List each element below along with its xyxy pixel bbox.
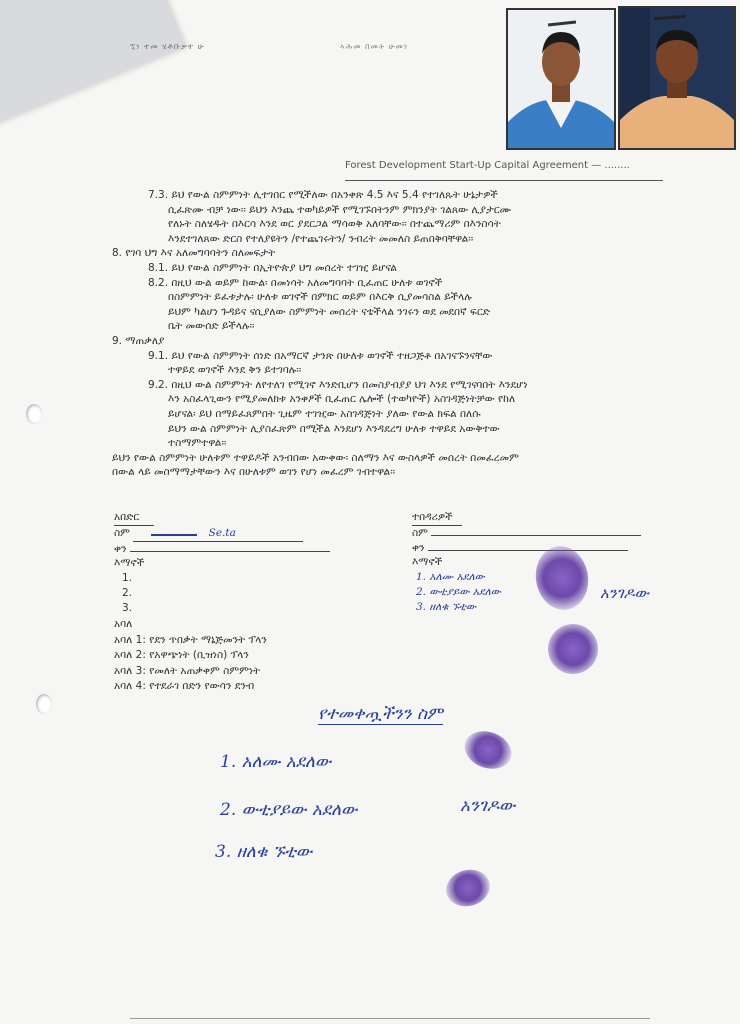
witness-list (114, 571, 330, 615)
witnesses-label: እማኖች (114, 557, 145, 570)
fingerprint-stamp (548, 624, 598, 674)
signatory-date-line: ቀን (114, 542, 330, 557)
signatory-date-line: ቀን (412, 541, 641, 556)
handwritten-signature: አንገዶው (600, 584, 649, 602)
body-line: የለኑት ስለሄዱት በእርሳ እንደ ወር ያደርጋል ማሳወቅ አለባቸው፡፡ በተጨማሪም በእንስሳት (168, 218, 501, 231)
signatory-role: ተበዳሪዎች (412, 510, 641, 526)
body-line: ይህም ካልሆነ ጉዳይና ናሲያለው ስምምነት መሰረት ናቴችላል ንገሩን ወደ መደበኛ ፍርድ (168, 305, 491, 318)
witness-entry: 1. አለሙ አደለው (416, 571, 485, 584)
agreement-title: Forest Development Start-Up Capital Agreement (345, 160, 589, 171)
body-line: ይህን ውል ስምምነት ሊያስፈጽም በሚችል እንደሆነ እንዳደረግ ሁለቱ ተዋይደ አውቅተው (168, 422, 500, 435)
agreement-body (112, 188, 672, 480)
body-line: 8.2. በዚህ ውል ወይም ከውል፡ በመነሳት አለመግባባት ቢፈጠር ሁለቱ ወገኖች (148, 276, 443, 289)
handwritten-side-signature: አንገዶው (460, 796, 516, 816)
fingerprint-stamp (459, 725, 516, 775)
witness-entry: 2. (122, 586, 133, 599)
footer-rule (130, 1018, 650, 1019)
body-line: 7.3. ይህ የውል ስምምነት ሊተገበር የሚችለው በአንቀጽ 4.5 እና 5.4 የተገለጹት ሁኔታዎች (148, 189, 498, 201)
reference-stamp: ኣሕመ በመት ሁመነ (340, 42, 409, 51)
handwritten-heading: የተመቀጧችንን ስም (318, 704, 443, 724)
witness-entry: 3. ዘለቁ ኙቲው (416, 600, 477, 613)
fingerprint-stamp (442, 865, 494, 911)
body-line: ይህን የውል ስምምነት ሁለቱም ተዋይዶች አንብበው አውቀው፡ ስለማን እና ውስላዎች መሰረት በመፈረመም (112, 451, 519, 464)
agreement-header (345, 160, 630, 171)
body-line: ቤት መውሰድ ይችላሉ፡፡ (168, 320, 255, 333)
body-line: እን አስፈላጊውን የሚያመለክቱ አንቀፆች ቢፈጠር ሌሎች (ተወካዮች) አስገዳጅነትቻው የከለ (168, 393, 516, 406)
annex-item: አባለ 1: የደን ጥበቃት ማኔጅመንት ፕላን (114, 633, 267, 646)
portrait-photo-2 (618, 6, 736, 150)
witness-entry: 2. ውቲያይው አደለው (416, 585, 501, 598)
body-line: እንደተገለጸው ድርስ የተለያዩትን /የተጨገሩትን/ ንብረት መመለስ ይጠበቅባቸዋል፡፡ (168, 232, 474, 245)
annex-list (114, 617, 267, 695)
body-line: ተስማምተዋል፡፡ (168, 437, 227, 450)
body-line: 8.1. ይህ የውል ስምምነት በኢትዮጵያ ህግ መሰረት ተገዢ ይሆናል (148, 261, 397, 274)
handwritten-entry-3: 3. ዘለቁ ኙቲው (215, 842, 313, 862)
handwritten-entry-1: 1. አለሙ አደለው (220, 752, 332, 772)
signature-text: Se.ta (208, 526, 236, 539)
signatory-name-line: ስም Se.ta (114, 526, 330, 542)
person-photo-icon (508, 10, 614, 148)
handwritten-entry-2: 2. ውቲያይው አደለው (220, 800, 358, 820)
punch-hole (26, 404, 42, 424)
witness-entry: 1. (122, 572, 133, 585)
reference-number: ኚነ ተመ ሄቶቡቃተ ሁ (130, 42, 205, 51)
person-photo-icon (620, 8, 734, 148)
body-line: 9.2. በዚህ ውል ስምምነት ለየተለገ የሚገኖ እንድቢሆን በመስያብያያ ህገ እንደ የሚገናባበት እንደሆነ (148, 378, 528, 391)
body-line: 9. ማጠቃለያ (112, 334, 165, 347)
body-line: በውል ላይ መስማማታቸውን እና በሁለቱም ወገን የሆነ መፈረም ገብተዋል፡፡ (112, 466, 396, 479)
body-line: 9.1. ይህ የውል ስምምነት ሰነድ በአማርኛ ታንጽ በሁለቱ ወገኖች ተዘጋጅቶ በአገናኙንናቸው (148, 349, 493, 362)
body-line: ይሆናል፡ ይህ በማይፈጸምበት ጊዜም ተገዢው አስገዳጅነት ያለው የውል ክፍል በለሱ (168, 407, 481, 420)
witness-entry: 3. (122, 601, 133, 614)
body-line: ተዋይደ ወገኖች እንደ ቅን ይተገባሉ፡፡ (168, 364, 302, 377)
portrait-photo-1 (506, 8, 616, 150)
annex-item: አባለ 3: የመለት አጠቃቀም ስምምነት (114, 664, 261, 677)
page-corner-fold (0, 0, 185, 125)
body-line: ሲፈጽሙ ብቻ ነው፡፡ ይህን እንጨ ተወካይዎች የሚገኙበትንም ምክንያት ገልጸው ሊያታርሙ (168, 203, 512, 216)
body-line: 8. የገባ ህግ እና አለመግባባትን ስለመፍታት (112, 247, 276, 260)
annex-item: አባለ 2: የአዋጭነት (ቢዝነስ) ፕላን (114, 649, 249, 662)
punch-hole (36, 694, 52, 714)
signatory-name-line: ስም (412, 526, 641, 541)
agreement-title-tail: — ........ (591, 160, 630, 171)
annex-item: አባለ 4: የተደራገ በድን የውሳን ደንብ (114, 680, 255, 693)
signature-block-left (114, 510, 330, 616)
annex-title: አባለ (114, 618, 133, 630)
body-line: በስምምነት ይፈቱታሉ፡ ሁለቱ ወገኖች በምክር ወይም በእርቅ ሲያመሳስል ይችላሉ (168, 291, 472, 304)
witnesses-label: እማኖች (412, 556, 443, 569)
header-rule (345, 180, 663, 181)
signatory-role: አበድር (114, 510, 330, 526)
